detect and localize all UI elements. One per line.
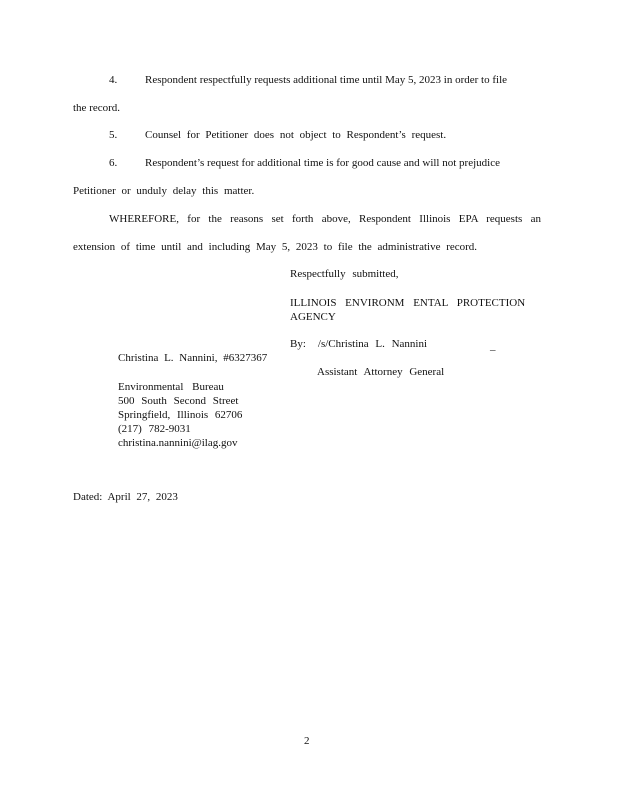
wherefore-text-1: WHEREFORE, for the reasons set forth above, Respondent Illinois EPA requests an <box>109 213 541 225</box>
address-line-street: 500 South Second Street <box>118 395 239 407</box>
dated-line: Dated: April 27, 2023 <box>73 491 178 503</box>
paragraph-4-number: 4. <box>109 74 118 86</box>
address-block <box>118 380 242 450</box>
address-line-bureau: Environmental Bureau <box>118 381 224 393</box>
agency-name <box>290 296 525 324</box>
paragraph-5-text: Counsel for Petitioner does not object to Respondent’s request. <box>145 129 447 141</box>
address-line-city: Springfield, Illinois 62706 <box>118 409 243 421</box>
signature-underline-mark: _ <box>490 340 496 352</box>
agency-line-2: AGENCY <box>290 311 336 323</box>
signer-name: /s/Christina L. Nannini <box>317 338 428 350</box>
paragraph-4-text: Respondent respectfully requests additional time until May 5, 2023 in order to file <box>145 74 508 86</box>
by-label: By: <box>290 338 306 350</box>
paragraph-4-line-1 <box>73 74 541 86</box>
signature-line <box>290 338 427 350</box>
wherefore-line-2: extension of time until and including May 5, 2023 to file the administrative record. <box>73 241 478 253</box>
address-line-email: christina.nannini@ilag.gov <box>118 437 238 449</box>
page-number: 2 <box>304 735 310 747</box>
paragraph-5-number: 5. <box>109 129 118 141</box>
counsel-name-line: Christina L. Nannini, #6327367 <box>118 352 268 364</box>
paragraph-4-line-2: the record. <box>73 102 121 114</box>
paragraph-6-text: Respondent’s request for additional time is for good cause and will not prejudice <box>145 157 500 169</box>
signer-title: Assistant Attorney General <box>317 366 445 378</box>
agency-line-1: ILLINOIS ENVIRONM ENTAL PROTECTION <box>290 297 526 309</box>
wherefore-line-1 <box>73 213 541 225</box>
paragraph-6-number: 6. <box>109 157 118 169</box>
closing-line: Respectfully submitted, <box>290 268 399 280</box>
paragraph-5-line-1 <box>109 129 446 141</box>
address-line-phone: (217) 782-9031 <box>118 423 191 435</box>
paragraph-6-line-2: Petitioner or unduly delay this matter. <box>73 185 255 197</box>
paragraph-6-line-1 <box>73 157 541 169</box>
